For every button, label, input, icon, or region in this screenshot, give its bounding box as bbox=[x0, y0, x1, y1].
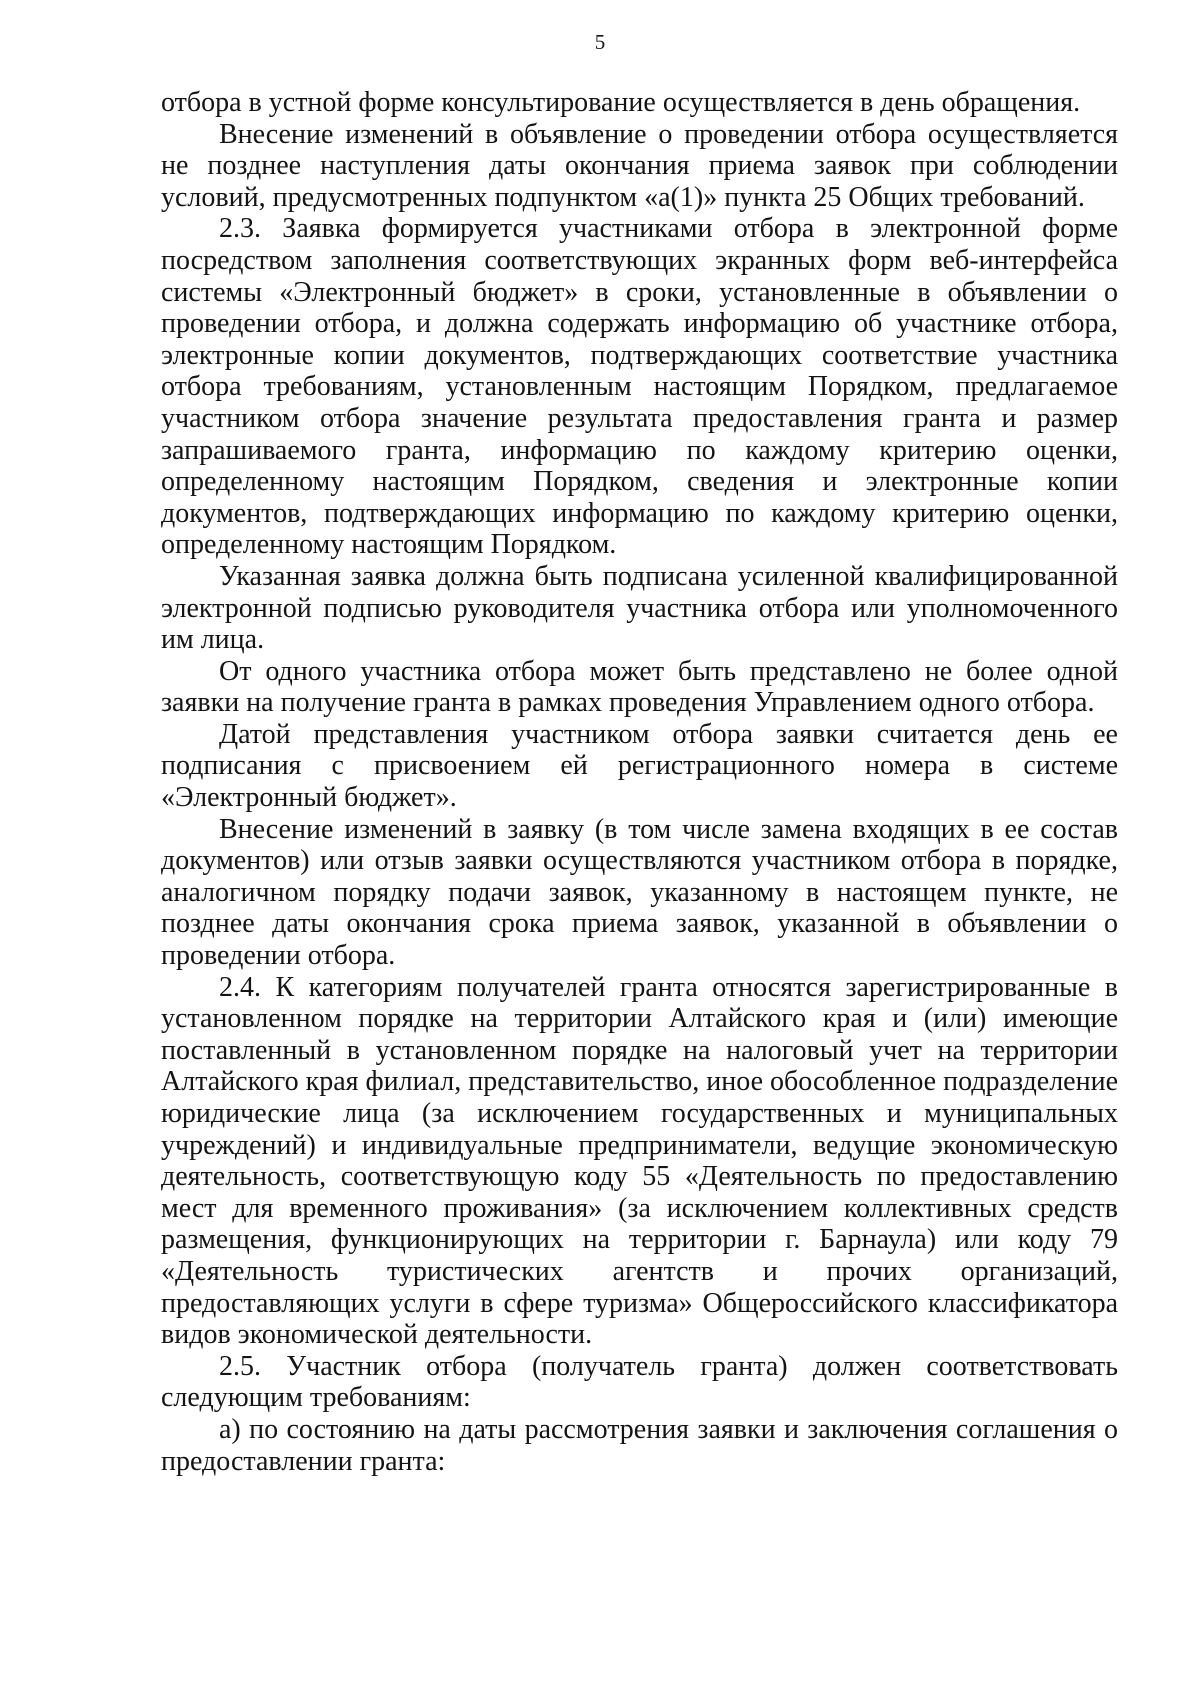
paragraph: Внесение изменений в заявку (в том числе замена входящих в ее состав документов) или отзыв заявки осуществляются участником отбора в порядке, аналогичном порядку подачи заявок, указанному в настоящем пункте, не позднее даты окончания срока приема заявок, указанной в объявлении о проведении отбора. bbox=[161, 813, 1118, 972]
paragraph: а) по состоянию на даты рассмотрения заявки и заключения соглашения о предоставлении гранта: bbox=[161, 1413, 1118, 1477]
paragraph: От одного участника отбора может быть представлено не более одной заявки на получение гранта в рамках проведения Управлением одного отбора. bbox=[161, 655, 1118, 719]
paragraph: Датой представления участником отбора заявки считается день ее подписания с присвоением ей регистрационного номера в системе «Электронный бюджет». bbox=[161, 718, 1118, 814]
paragraph: Указанная заявка должна быть подписана усиленной квалифицированной электронной подписью руководителя участника отбора или уполномоченного им лица. bbox=[161, 560, 1118, 656]
paragraph: 2.5. Участник отбора (получатель гранта) должен соответствовать следующим требованиям: bbox=[161, 1350, 1118, 1414]
paragraph: 2.4. К категориям получателей гранта относятся зарегистрированные в установленном порядке на территории Алтайского края и (или) имеющие поставленный в установленном порядке на налоговый учет на территории Алтайского края филиал, представительство, иное обособленное подразделение юридические лица (за исключением государственных и муниципальных учреждений) и индивидуальные предприниматели, ведущие экономическую деятельность, соответствующую коду 55 «Деятельность по предоставлению мест для временного проживания» (за исключением коллективных средств размещения, функционирующих на территории г. Барнаула) или коду 79 «Деятельность туристических агентств и прочих организаций, предоставляющих услуги в сфере туризма» Общероссийского классификатора видов экономической деятельности. bbox=[161, 971, 1118, 1351]
document-body bbox=[161, 87, 1118, 1477]
paragraph: отбора в устной форме консультирование осуществляется в день обращения. bbox=[161, 87, 1081, 118]
paragraph: 2.3. Заявка формируется участниками отбора в электронной форме посредством заполнения соответствующих экранных форм веб-интерфейса системы «Электронный бюджет» в сроки, установленные в объявлении о проведении отбора, и должна содержать информацию об участнике отбора, электронные копии документов, подтверждающих соответствие участника отбора требованиям, установленным настоящим Порядком, предлагаемое участником отбора значение результата предоставления гранта и размер запрашиваемого гранта, информацию по каждому критерию оценки, определенному настоящим Порядком, сведения и электронные копии документов, подтверждающих информацию по каждому критерию оценки, определенному настоящим Порядком. bbox=[161, 213, 1118, 561]
page-number: 5 bbox=[594, 30, 606, 54]
paragraph: Внесение изменений в объявление о проведении отбора осуществляется не позднее наступления даты окончания приема заявок при соблюдении условий, предусмотренных подпунктом «а(1)» пункта 25 Общих требований. bbox=[161, 118, 1118, 213]
